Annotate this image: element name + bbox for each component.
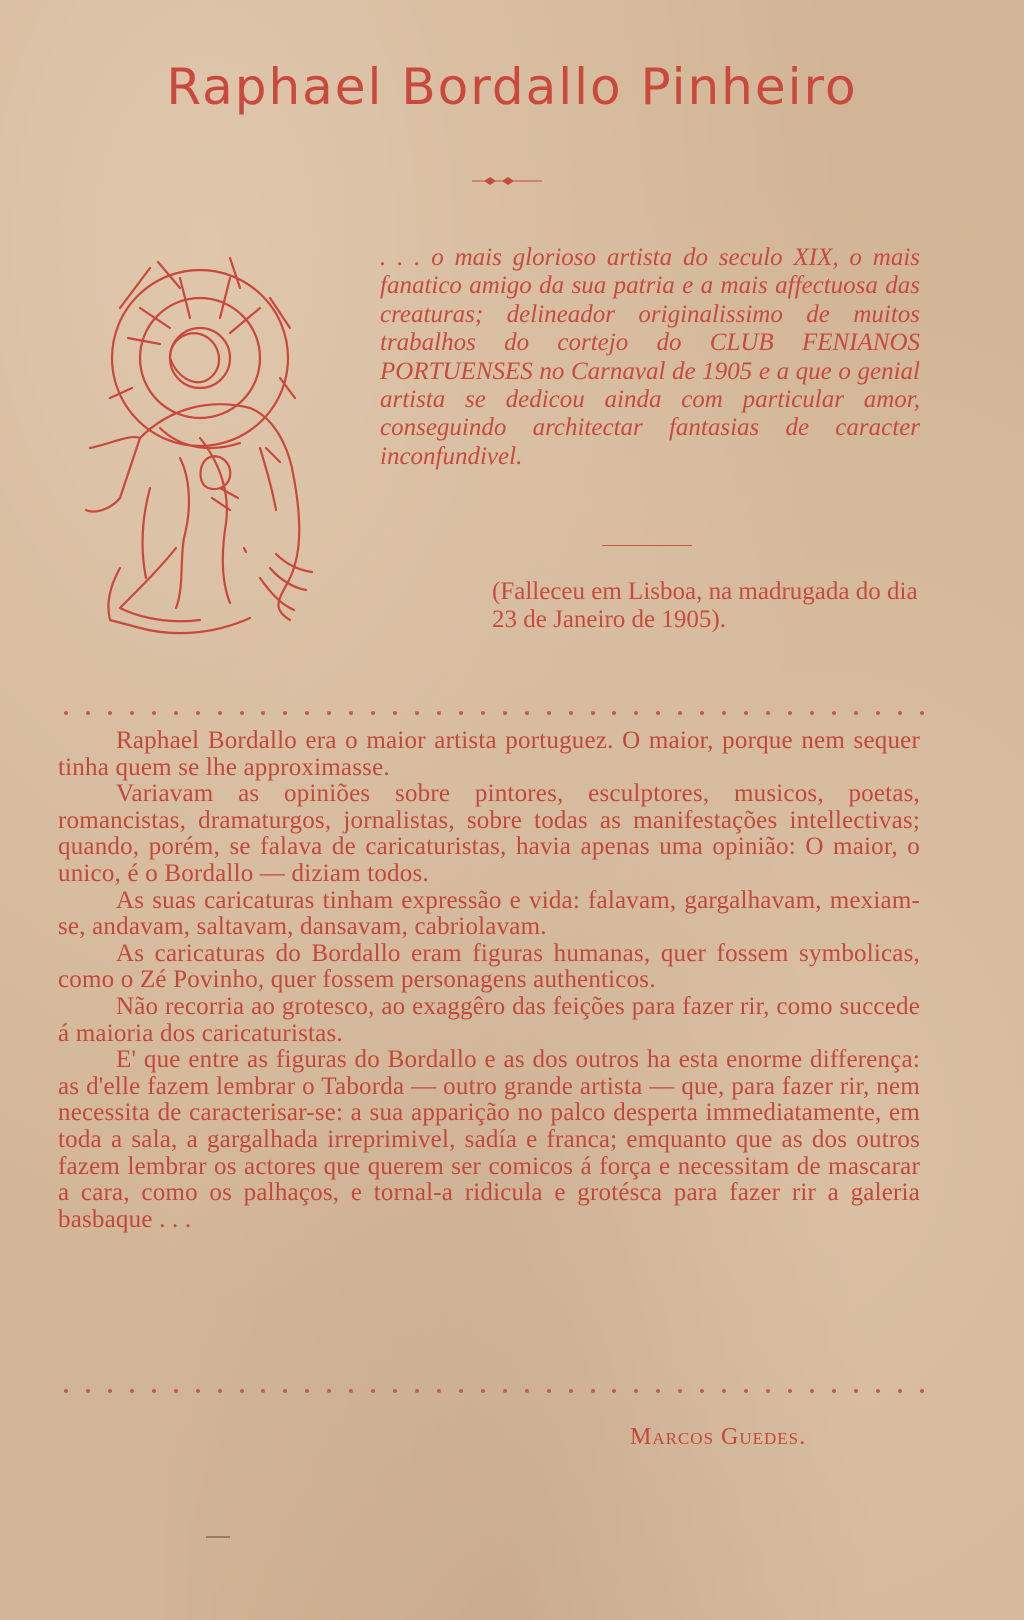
- dotted-separator-top: [64, 708, 924, 718]
- article-paragraph: Raphael Bordallo era o maior artista portuguez. O maior, porque nem sequer tinha quem se lhe approximasse.: [58, 727, 920, 781]
- article-paragraph: As caricaturas do Bordallo eram figuras humanas, quer fossem symbolicas, como o Zé Povinho, quer fossem personagens authenticos.: [58, 939, 920, 994]
- article-body: [58, 728, 920, 1233]
- author-signature: Marcos Guedes.: [630, 1424, 807, 1450]
- title-ornament: [472, 176, 542, 186]
- bordallo-portrait-illustration: [80, 248, 320, 652]
- article-paragraph: Não recorria ao grotesco, ao exaggêro das feições para fazer rir, como succede á maioria dos caricaturistas.: [58, 992, 920, 1047]
- article-paragraph: As suas caricaturas tinham expressão e vida: falavam, gargalhavam, mexiam-se, andavam, saltavam, dansavam, cabriolavam.: [58, 886, 920, 941]
- decorative-mark: [206, 1534, 230, 1540]
- article-paragraph: Variavam as opiniões sobre pintores, esculptores, musicos, poetas, romancistas, dramaturgos, jornalistas, sobre todas as manifestações intellectivas; quando, porém, se falava de caricaturistas, havia apenas uma opinião: O maior, o unico, é o Bordallo — diziam todos.: [58, 780, 920, 887]
- page-title: Raphael Bordallo Pinheiro: [166, 58, 858, 116]
- article-paragraph: E' que entre as figuras do Bordallo e as dos outros ha esta enorme differença: as d'elle fazem lembrar o Taborda — outro grande artista — que, para fazer rir, nem necessita de caracterisar-se: a sua apparição no palco desperta immediatamente, em toda a sala, a gargalhada irreprimivel, sadía e franca; emquanto que as dos outros fazem lembrar os actores que querem ser comicos á força e necessitam de mascarar a cara, como os palhaços, e tornal-a ridicula e grotésca para fazer rir a galeria basbaque . . .: [58, 1046, 920, 1233]
- death-note: (Falleceu em Lisboa, na madrugada do dia 23 de Janeiro de 1905).: [492, 578, 918, 633]
- divider-rule: [602, 545, 692, 546]
- introductory-quote: . . . o mais glorioso artista do seculo XIX, o mais fanatico amigo da sua patria e a mais affectuosa das creaturas; delineador originalissimo de muitos trabalhos do cortejo do CLUB FENIANOS PORTUENSES no Carnaval de 1905 e a que o genial artista se dedicou ainda com particular amor, conseguindo architectar fantasias de caracter inconfundivel.: [380, 244, 920, 470]
- dotted-separator-bottom: [64, 1386, 924, 1396]
